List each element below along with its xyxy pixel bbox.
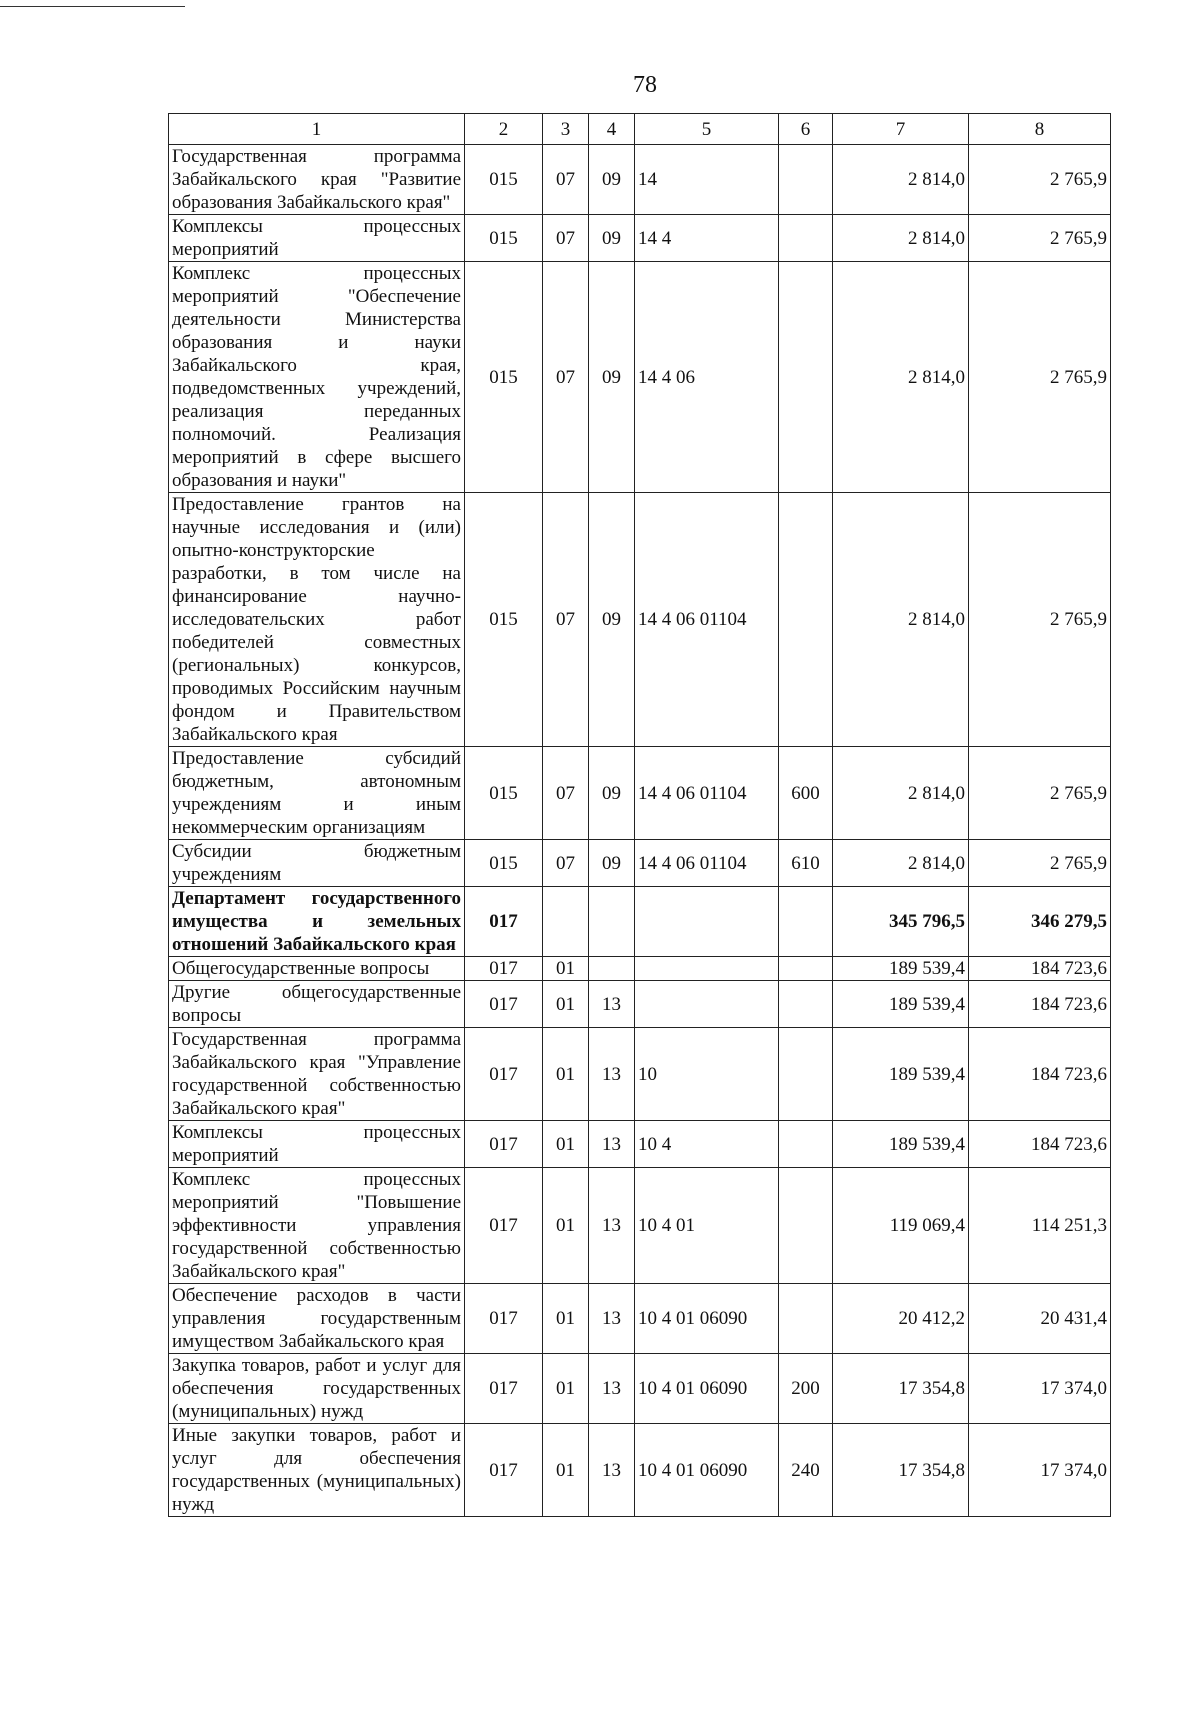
col-header: 8 [969, 114, 1111, 145]
col-header: 1 [169, 114, 465, 145]
table-row [169, 887, 1111, 957]
expense-type-code [779, 1121, 833, 1168]
table-row [169, 747, 1111, 840]
section-code: 07 [543, 145, 589, 215]
section-code: 07 [543, 747, 589, 840]
amount-col7: 2 814,0 [833, 215, 969, 262]
amount-col7: 2 814,0 [833, 262, 969, 493]
amount-col7: 2 814,0 [833, 493, 969, 747]
table-row [169, 215, 1111, 262]
row-name: Государственная программа Забайкальского края "Развитие образования Забайкальского края" [169, 145, 465, 215]
expense-type-code [779, 493, 833, 747]
section-code: 01 [543, 1168, 589, 1284]
expense-type-code [779, 957, 833, 981]
col-header: 5 [635, 114, 779, 145]
target-article-code: 10 4 01 06090 [635, 1284, 779, 1354]
expense-type-code [779, 145, 833, 215]
subsection-code: 13 [589, 1424, 635, 1517]
table-row [169, 1121, 1111, 1168]
expense-type-code [779, 215, 833, 262]
ministry-code: 017 [465, 1424, 543, 1517]
row-name: Комплекс процессных мероприятий "Повышение эффективности управления государственной собственностью Забайкальского края" [169, 1168, 465, 1284]
table-row [169, 145, 1111, 215]
ministry-code: 015 [465, 215, 543, 262]
row-name: Другие общегосударственные вопросы [169, 981, 465, 1028]
col-header: 7 [833, 114, 969, 145]
amount-col8: 346 279,5 [969, 887, 1111, 957]
section-code: 07 [543, 840, 589, 887]
target-article-code: 14 4 06 01104 [635, 493, 779, 747]
amount-col7: 17 354,8 [833, 1354, 969, 1424]
ministry-code: 017 [465, 981, 543, 1028]
section-code: 01 [543, 1284, 589, 1354]
amount-col8: 2 765,9 [969, 747, 1111, 840]
row-name: Предоставление грантов на научные исследования и (или) опытно-конструкторские разработки, в том числе на финансирование научно-исследовательских работ победителей совместных (региональных) конкурсов, проводимых Российским научным фондом и Правительством Забайкальского края [169, 493, 465, 747]
ministry-code: 017 [465, 887, 543, 957]
section-code: 01 [543, 957, 589, 981]
col-header: 4 [589, 114, 635, 145]
table-body [169, 145, 1111, 1517]
section-code: 07 [543, 215, 589, 262]
amount-col8: 17 374,0 [969, 1424, 1111, 1517]
ministry-code: 017 [465, 1028, 543, 1121]
ministry-code: 015 [465, 145, 543, 215]
subsection-code: 13 [589, 1121, 635, 1168]
ministry-code: 015 [465, 747, 543, 840]
section-code: 01 [543, 1354, 589, 1424]
expense-type-code: 240 [779, 1424, 833, 1517]
amount-col7: 2 814,0 [833, 840, 969, 887]
amount-col8: 184 723,6 [969, 981, 1111, 1028]
amount-col8: 2 765,9 [969, 262, 1111, 493]
ministry-code: 017 [465, 1284, 543, 1354]
table-row [169, 1424, 1111, 1517]
header-row [169, 114, 1111, 145]
ministry-code: 015 [465, 493, 543, 747]
amount-col8: 184 723,6 [969, 1121, 1111, 1168]
amount-col8: 114 251,3 [969, 1168, 1111, 1284]
amount-col7: 189 539,4 [833, 981, 969, 1028]
section-code [543, 887, 589, 957]
section-code: 07 [543, 493, 589, 747]
target-article-code [635, 981, 779, 1028]
expense-type-code: 600 [779, 747, 833, 840]
amount-col7: 20 412,2 [833, 1284, 969, 1354]
section-code: 01 [543, 1424, 589, 1517]
col-header: 6 [779, 114, 833, 145]
row-name: Закупка товаров, работ и услуг для обеспечения государственных (муниципальных) нужд [169, 1354, 465, 1424]
subsection-code: 13 [589, 1284, 635, 1354]
amount-col8: 184 723,6 [969, 1028, 1111, 1121]
row-name: Департамент государственного имущества и земельных отношений Забайкальского края [169, 887, 465, 957]
row-name: Комплексы процессных мероприятий [169, 1121, 465, 1168]
table-row [169, 981, 1111, 1028]
row-name: Предоставление субсидий бюджетным, автономным учреждениям и иным некоммерческим организациям [169, 747, 465, 840]
row-name: Субсидии бюджетным учреждениям [169, 840, 465, 887]
subsection-code: 09 [589, 840, 635, 887]
target-article-code: 14 4 06 01104 [635, 840, 779, 887]
amount-col8: 17 374,0 [969, 1354, 1111, 1424]
table-row [169, 493, 1111, 747]
subsection-code: 13 [589, 1354, 635, 1424]
page-number: 78 [633, 72, 657, 98]
subsection-code: 09 [589, 747, 635, 840]
row-name: Иные закупки товаров, работ и услуг для обеспечения государственных (муниципальных) нужд [169, 1424, 465, 1517]
subsection-code: 13 [589, 1168, 635, 1284]
amount-col7: 2 814,0 [833, 145, 969, 215]
amount-col7: 17 354,8 [833, 1424, 969, 1517]
budget-table [168, 113, 1111, 1517]
expense-type-code [779, 887, 833, 957]
expense-type-code [779, 981, 833, 1028]
expense-type-code: 200 [779, 1354, 833, 1424]
section-code: 07 [543, 262, 589, 493]
amount-col8: 184 723,6 [969, 957, 1111, 981]
expense-type-code [779, 1028, 833, 1121]
subsection-code [589, 887, 635, 957]
amount-col8: 2 765,9 [969, 840, 1111, 887]
subsection-code: 09 [589, 145, 635, 215]
amount-col7: 189 539,4 [833, 957, 969, 981]
target-article-code: 10 4 [635, 1121, 779, 1168]
subsection-code: 13 [589, 1028, 635, 1121]
top-rule [0, 6, 185, 7]
expense-type-code [779, 262, 833, 493]
target-article-code [635, 887, 779, 957]
section-code: 01 [543, 981, 589, 1028]
row-name: Общегосударственные вопросы [169, 957, 465, 981]
ministry-code: 017 [465, 1121, 543, 1168]
subsection-code: 09 [589, 493, 635, 747]
target-article-code: 14 4 06 01104 [635, 747, 779, 840]
section-code: 01 [543, 1121, 589, 1168]
row-name: Комплексы процессных мероприятий [169, 215, 465, 262]
amount-col7: 119 069,4 [833, 1168, 969, 1284]
target-article-code: 14 4 06 [635, 262, 779, 493]
amount-col8: 2 765,9 [969, 215, 1111, 262]
target-article-code [635, 957, 779, 981]
amount-col8: 2 765,9 [969, 145, 1111, 215]
row-name: Комплекс процессных мероприятий "Обеспечение деятельности Министерства образования и науки Забайкальского края, подведомственных учреждений, реализация переданных полномочий. Реализация мероприятий в сфере высшего образования и науки" [169, 262, 465, 493]
ministry-code: 017 [465, 1168, 543, 1284]
table-row [169, 1168, 1111, 1284]
target-article-code: 14 4 [635, 215, 779, 262]
table-row [169, 957, 1111, 981]
col-header: 3 [543, 114, 589, 145]
table-row [169, 262, 1111, 493]
table-row [169, 1284, 1111, 1354]
amount-col7: 345 796,5 [833, 887, 969, 957]
amount-col7: 189 539,4 [833, 1121, 969, 1168]
table-row [169, 1354, 1111, 1424]
row-name: Государственная программа Забайкальского края "Управление государственной собственностью Забайкальского края" [169, 1028, 465, 1121]
amount-col7: 189 539,4 [833, 1028, 969, 1121]
ministry-code: 017 [465, 1354, 543, 1424]
ministry-code: 017 [465, 957, 543, 981]
col-header: 2 [465, 114, 543, 145]
amount-col8: 20 431,4 [969, 1284, 1111, 1354]
table-row [169, 1028, 1111, 1121]
section-code: 01 [543, 1028, 589, 1121]
amount-col7: 2 814,0 [833, 747, 969, 840]
target-article-code: 10 [635, 1028, 779, 1121]
expense-type-code: 610 [779, 840, 833, 887]
amount-col8: 2 765,9 [969, 493, 1111, 747]
target-article-code: 10 4 01 [635, 1168, 779, 1284]
expense-type-code [779, 1284, 833, 1354]
row-name: Обеспечение расходов в части управления государственным имуществом Забайкальского края [169, 1284, 465, 1354]
subsection-code: 09 [589, 215, 635, 262]
target-article-code: 10 4 01 06090 [635, 1354, 779, 1424]
ministry-code: 015 [465, 840, 543, 887]
target-article-code: 10 4 01 06090 [635, 1424, 779, 1517]
subsection-code: 09 [589, 262, 635, 493]
subsection-code [589, 957, 635, 981]
ministry-code: 015 [465, 262, 543, 493]
expense-type-code [779, 1168, 833, 1284]
table-row [169, 840, 1111, 887]
subsection-code: 13 [589, 981, 635, 1028]
target-article-code: 14 [635, 145, 779, 215]
